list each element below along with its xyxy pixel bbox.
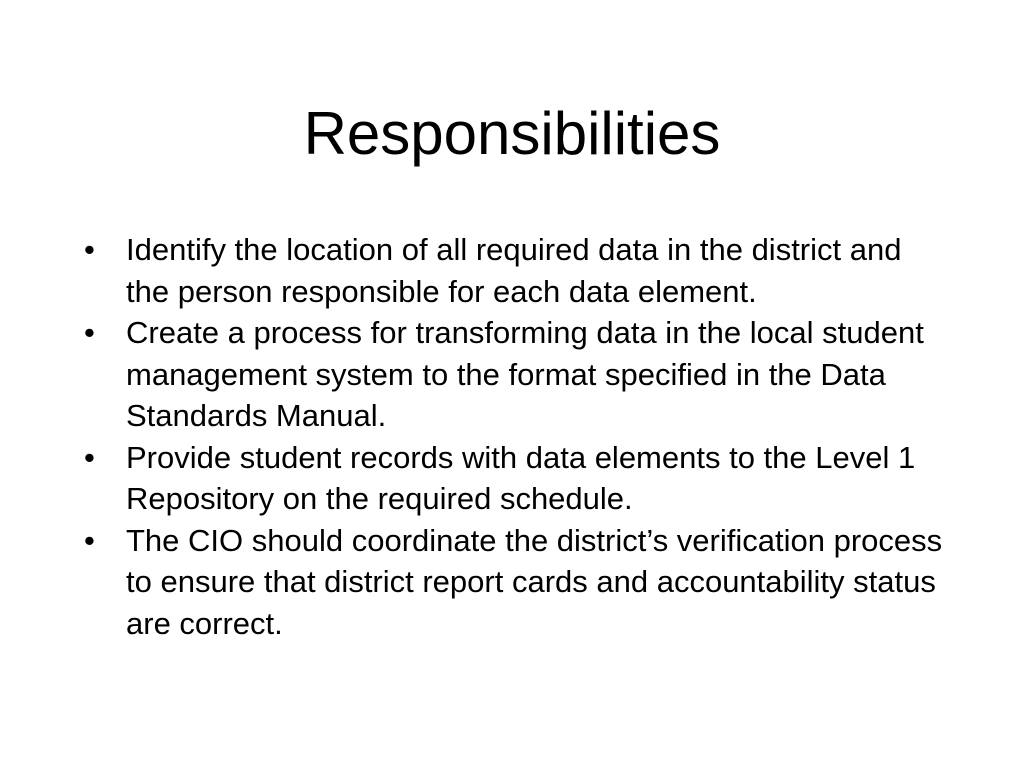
bullet-text: Provide student records with data elements to the Level 1 Repository on the required schedule. xyxy=(126,439,916,516)
bullet-icon: • xyxy=(84,439,95,475)
bullet-text: The CIO should coordinate the district’s verification process to ensure that district report cards and accountability status are correct. xyxy=(126,522,943,641)
list-item xyxy=(84,312,944,437)
bullet-icon: • xyxy=(84,232,95,267)
bullet-list xyxy=(84,229,944,644)
bullet-text: Create a process for transforming data in the local student management system to the format specified in the Data Standards Manual. xyxy=(126,315,924,433)
list-item xyxy=(84,437,944,520)
list-item xyxy=(84,229,944,312)
bullet-icon: • xyxy=(84,315,95,350)
bullet-icon: • xyxy=(84,522,95,558)
list-item xyxy=(84,520,944,645)
bullet-text: Identify the location of all required data in the district and the person responsible for each data element. xyxy=(126,232,902,309)
slide-title: Responsibilities xyxy=(303,100,721,167)
